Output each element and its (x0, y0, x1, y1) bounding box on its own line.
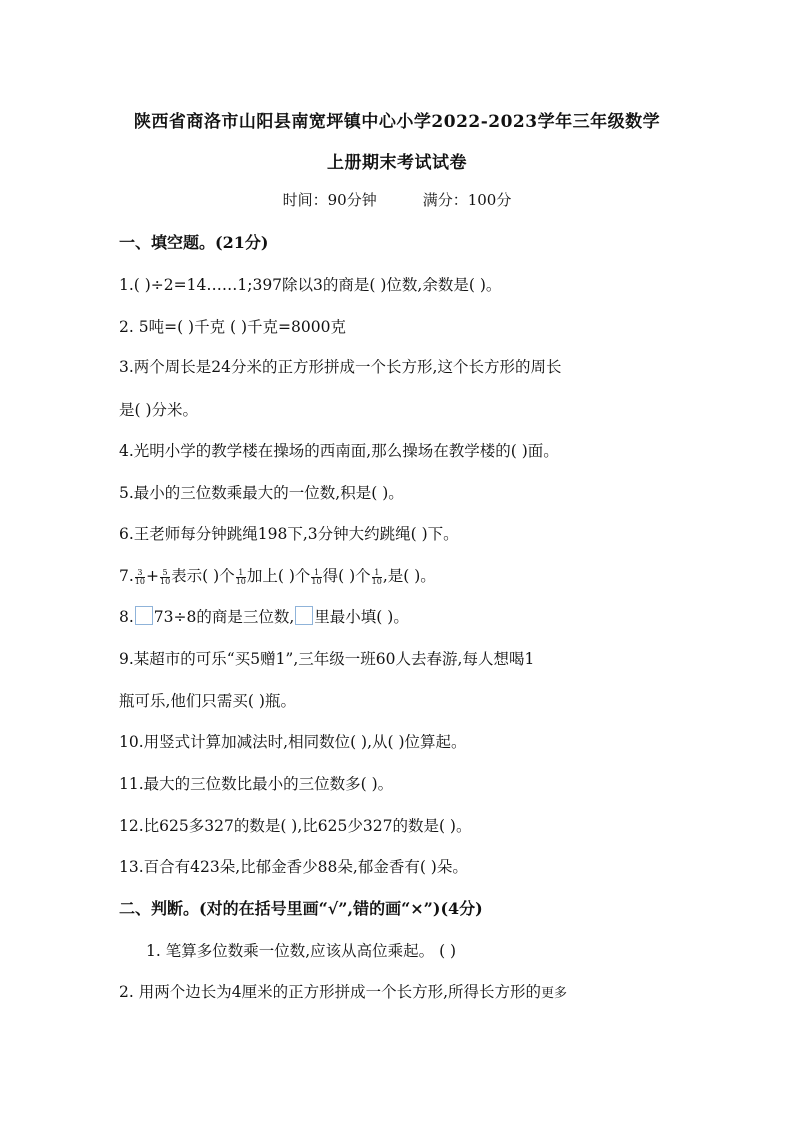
exam-title-line2: 上册期末考试试卷 (327, 153, 467, 173)
question-2: 2. 5吨=( )千克 ( )千克=8000克 (119, 318, 346, 336)
question-3-line2: 是( )分米。 (119, 401, 199, 419)
question-9-line1: 9.某超市的可乐“买5赠1”,三年级一班60人去春游,每人想喝1 (119, 650, 535, 668)
exam-title-line1: 陕西省商洛市山阳县南宽坪镇中心小学2022-2023学年三年级数学 (133, 112, 661, 132)
question-11: 11.最大的三位数比最小的三位数多( )。 (119, 775, 394, 793)
question-8: 8. 73÷8的商是三位数, 里最小填( )。 (119, 608, 409, 626)
exam-time: 时间：90分钟 (282, 191, 377, 209)
question-7: 7. $\frac{3}{10}$ + $\frac{5}{10}$ 表示( )个 $\frac{1}{10}$ 加上( )个 $\frac{1}{10}$ 得( )个 $\frac{1}{10}$ ,是( )。 (119, 567, 436, 586)
more-link[interactable]: 更多 (541, 986, 568, 1001)
blank-box-icon (135, 606, 153, 625)
exam-meta (0, 189, 794, 210)
question-4: 4.光明小学的教学楼在操场的西南面,那么操场在教学楼的( )面。 (119, 442, 559, 460)
judgement-2: 2. 用两个边长为4厘米的正方形拼成一个长方形,所得长方形的更多 (119, 983, 568, 1001)
exam-score: 满分：100分 (422, 191, 512, 209)
section-judgement-heading: 二、判断。(对的在括号里画“√”,错的画“×”)(4分) (119, 899, 483, 918)
fraction-1-10: $\frac{1}{10}$ (235, 567, 246, 586)
question-9-line2: 瓶可乐,他们只需买( )瓶。 (119, 692, 296, 710)
fraction-3-10: $\frac{3}{10}$ (134, 567, 145, 586)
question-1: 1.( )÷2=14……1;397除以3的商是( )位数,余数是( )。 (119, 276, 502, 294)
question-3-line1: 3.两个周长是24分米的正方形拼成一个长方形,这个长方形的周长 (119, 358, 562, 376)
blank-box-icon (295, 606, 313, 625)
question-10: 10.用竖式计算加减法时,相同数位( ),从( )位算起。 (119, 733, 467, 751)
judgement-1: 1. 笔算多位数乘一位数,应该从高位乘起。 ( ) (146, 942, 457, 960)
question-5: 5.最小的三位数乘最大的一位数,积是( )。 (119, 484, 404, 502)
question-12: 12.比625多327的数是( ),比625少327的数是( )。 (119, 817, 472, 835)
fraction-5-10: $\frac{5}{10}$ (159, 567, 171, 586)
section-fill-blank-heading: 一、填空题。(21分) (119, 233, 269, 252)
fraction-1-10: $\frac{1}{10}$ (371, 567, 382, 586)
question-13: 13.百合有423朵,比郁金香少88朵,郁金香有( )朵。 (119, 858, 468, 876)
fraction-1-10: $\frac{1}{10}$ (311, 567, 322, 586)
question-6: 6.王老师每分钟跳绳198下,3分钟大约跳绳( )下。 (119, 525, 459, 543)
